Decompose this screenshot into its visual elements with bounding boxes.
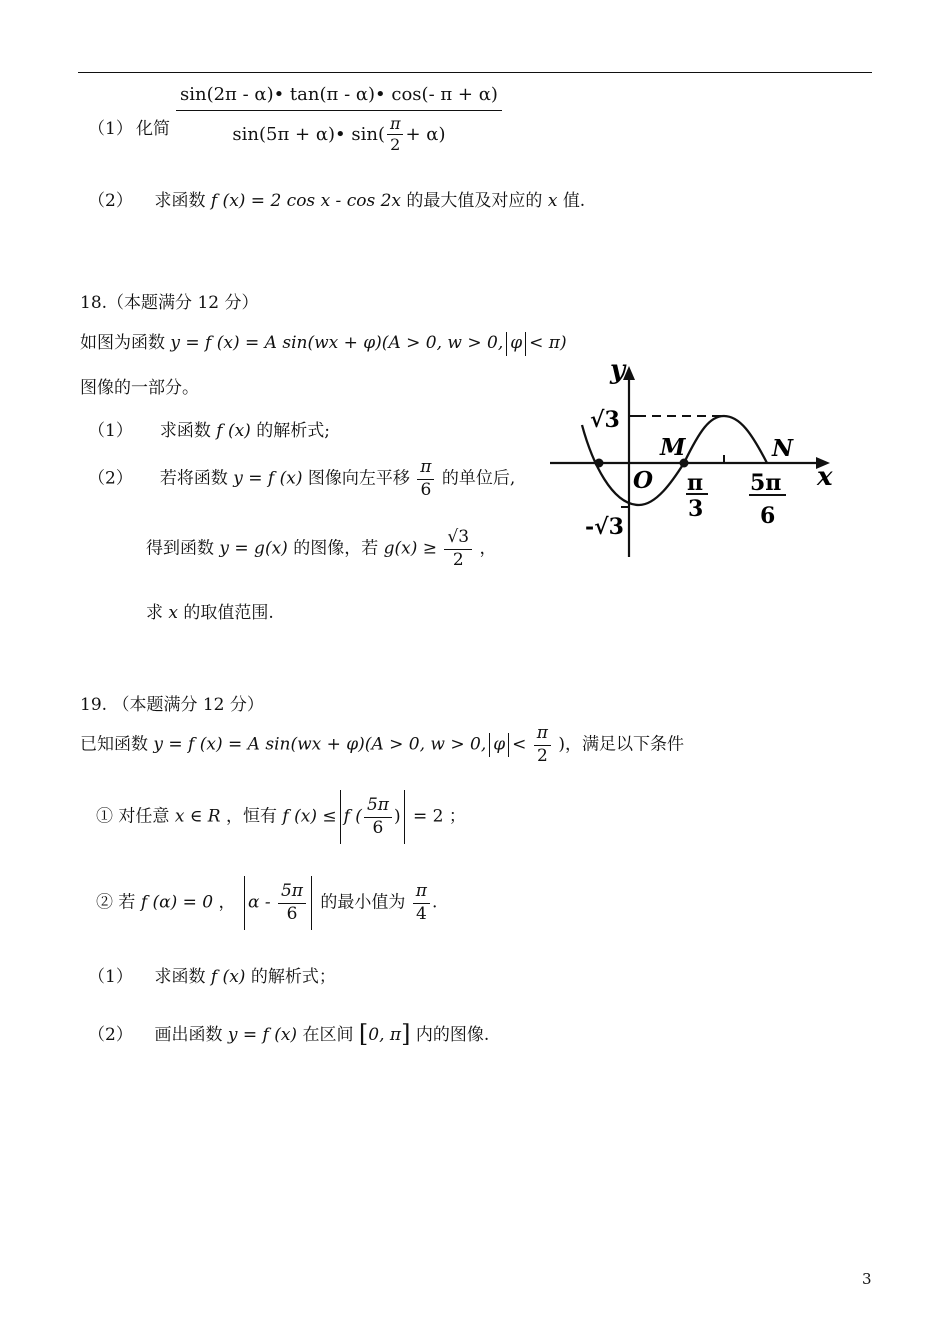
q18-part2-line3: 求 x 的取值范围. (146, 603, 274, 623)
pi-over-3-num: π (687, 470, 704, 496)
q19-part2: （2） 画出函数 y = f (x) 在区间 [0, π] 内的图像. (88, 1020, 490, 1048)
q19-condition2: ② 若 f (α) = 0 ， α - $\frac{5\pi}{6}$ 的最小值为 $\frac{\pi}{4}$ . (96, 876, 437, 930)
fraction-denominator: sin(5π + α)• sin( $\frac{\pi}{2}$ + α) (232, 114, 446, 155)
origin-label: O (633, 467, 654, 494)
function-graph (540, 352, 840, 562)
five-pi-over-6-num: 5π (750, 470, 782, 496)
five-pi-over-6-den: 6 (760, 503, 776, 529)
top-part1-fraction (176, 84, 502, 155)
top-part1-label: （1） (88, 119, 133, 139)
q19-title: 19. （本题满分 12 分） (80, 695, 264, 715)
q18-part1: （1） 求函数 f (x) 的解析式; (88, 421, 330, 441)
q18-title: 18.（本题满分 12 分） (80, 293, 259, 313)
q18-intro-line2: 图像的一部分。 (80, 378, 199, 398)
header-rule (78, 72, 872, 73)
page-number: 3 (862, 1270, 872, 1288)
q18-part2-line2: 得到函数 y = g(x) 的图像，若 g(x) ≥ $\frac{√3}{2}$ ， (146, 527, 497, 570)
x-axis-label: x (817, 462, 833, 492)
point-n-label: N (772, 435, 794, 462)
top-part2: （2） 求函数 f (x) = 2 cos x - cos 2x 的最大值及对应的 x 值. (88, 191, 586, 211)
y-axis-label: y (610, 355, 626, 385)
q19-intro: 已知函数 y = f (x) = A sin(wx + φ)(A > 0, w > 0, φ < $\frac{\pi}{2}$ )，满足以下条件 (80, 723, 685, 766)
q19-part1: （1） 求函数 f (x) 的解析式； (88, 967, 336, 987)
pi-over-3-den: 3 (688, 496, 704, 522)
q18-intro: 如图为函数 y = f (x) = A sin(wx + φ)(A > 0, w > 0, φ < π) (80, 328, 567, 356)
neg-sqrt3-label: -√3 (585, 514, 624, 540)
point-m-label: M (660, 434, 686, 461)
q18-part2: （2） 若将函数 y = f (x) 图像向左平移 $\frac{\pi}{6}$ 的单位后, (88, 457, 516, 500)
fraction-numerator: sin(2π - α)• tan(π - α)• cos(- π + α) (176, 84, 502, 111)
sqrt3-label: √3 (590, 407, 620, 433)
zero-point-left (595, 459, 604, 468)
q19-condition1: ① 对任意 x ∈ R ，恒有 f (x) ≤ f ( $\frac{5\pi}{6}$ ) = 2 ； (96, 790, 466, 844)
top-part1-verb: 化简 (136, 119, 170, 139)
